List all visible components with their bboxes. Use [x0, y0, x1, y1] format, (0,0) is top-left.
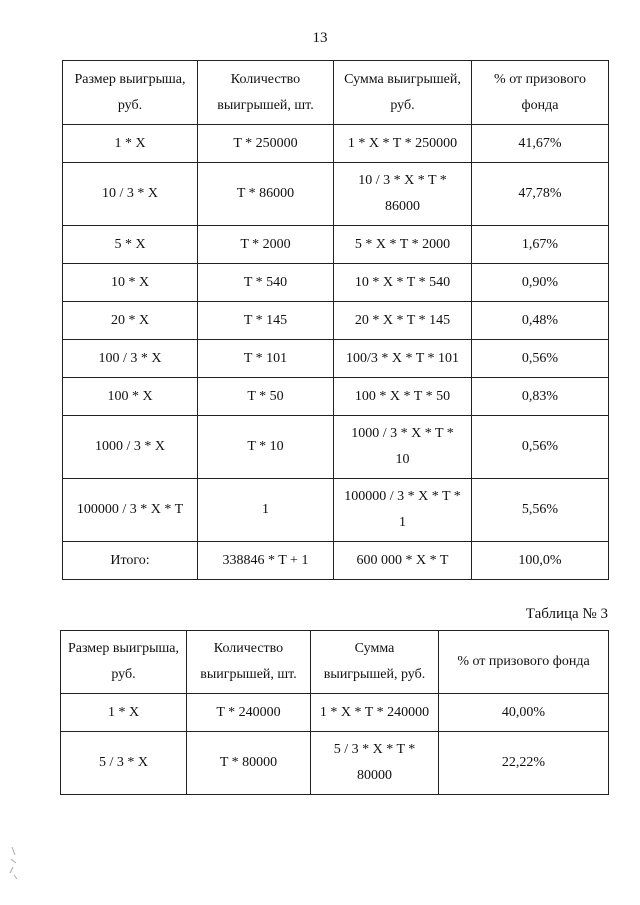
- table-row: [63, 378, 609, 416]
- cell-percent: 5,56%: [472, 479, 609, 542]
- header-prize-count: Количество выигрышей, шт.: [198, 61, 334, 125]
- cell-sum: 1 * X * T * 240000: [311, 694, 439, 732]
- table-3-caption: Таблица № 3: [525, 606, 608, 622]
- cell-size: 1000 / 3 * X: [63, 416, 198, 479]
- cell-sum: 100 * X * T * 50: [334, 378, 472, 416]
- cell-count: 1: [198, 479, 334, 542]
- header-prize-sum: Сумма выигрышей, руб.: [311, 631, 439, 694]
- cell-size: 5 * X: [63, 226, 198, 264]
- cell-count: T * 50: [198, 378, 334, 416]
- table-row: [63, 163, 609, 226]
- cell-count: T * 145: [198, 302, 334, 340]
- cell-percent: 0,56%: [472, 416, 609, 479]
- table-row: [61, 732, 609, 795]
- table-header-row: [63, 61, 609, 125]
- table-row: [63, 302, 609, 340]
- total-row: [63, 542, 609, 580]
- table-row: [63, 340, 609, 378]
- total-count: 338846 * T + 1: [198, 542, 334, 580]
- cell-count: T * 10: [198, 416, 334, 479]
- cell-count: T * 250000: [198, 125, 334, 163]
- cell-count: T * 86000: [198, 163, 334, 226]
- prize-table-3: [60, 630, 609, 795]
- cell-count: T * 2000: [198, 226, 334, 264]
- header-prize-percent: % от призового фонда: [472, 61, 609, 125]
- total-label: Итого:: [63, 542, 198, 580]
- scan-margin-mark: [8, 845, 22, 885]
- table-row: [63, 479, 609, 542]
- cell-size: 10 * X: [63, 264, 198, 302]
- cell-percent: 40,00%: [439, 694, 609, 732]
- prize-table-2: [62, 60, 609, 580]
- cell-percent: 0,90%: [472, 264, 609, 302]
- table-header-row: [61, 631, 609, 694]
- table-row: [63, 226, 609, 264]
- cell-percent: 0,48%: [472, 302, 609, 340]
- header-prize-size: Размер выигрыша, руб.: [61, 631, 187, 694]
- cell-sum: 100000 / 3 * X * T * 1: [334, 479, 472, 542]
- table-row: [61, 694, 609, 732]
- cell-sum: 1 * X * T * 250000: [334, 125, 472, 163]
- header-prize-sum: Сумма выигрышей, руб.: [334, 61, 472, 125]
- cell-sum: 20 * X * T * 145: [334, 302, 472, 340]
- cell-count: T * 240000: [187, 694, 311, 732]
- cell-percent: 22,22%: [439, 732, 609, 795]
- table-row: [63, 264, 609, 302]
- cell-sum: 5 / 3 * X * T * 80000: [311, 732, 439, 795]
- table-row: [63, 125, 609, 163]
- cell-count: T * 540: [198, 264, 334, 302]
- header-prize-percent: % от призового фонда: [439, 631, 609, 694]
- header-prize-size: Размер выигрыша, руб.: [63, 61, 198, 125]
- cell-size: 100000 / 3 * X * T: [63, 479, 198, 542]
- cell-size: 5 / 3 * X: [61, 732, 187, 795]
- cell-size: 20 * X: [63, 302, 198, 340]
- table-row: [63, 416, 609, 479]
- cell-percent: 0,56%: [472, 340, 609, 378]
- cell-sum: 10 / 3 * X * T * 86000: [334, 163, 472, 226]
- cell-percent: 47,78%: [472, 163, 609, 226]
- cell-size: 100 * X: [63, 378, 198, 416]
- cell-percent: 0,83%: [472, 378, 609, 416]
- cell-count: T * 101: [198, 340, 334, 378]
- cell-sum: 1000 / 3 * X * T * 10: [334, 416, 472, 479]
- cell-size: 10 / 3 * X: [63, 163, 198, 226]
- page-number: 13: [312, 30, 328, 46]
- header-prize-count: Количество выигрышей, шт.: [187, 631, 311, 694]
- cell-size: 100 / 3 * X: [63, 340, 198, 378]
- cell-sum: 10 * X * T * 540: [334, 264, 472, 302]
- cell-sum: 100/3 * X * T * 101: [334, 340, 472, 378]
- total-sum: 600 000 * X * T: [334, 542, 472, 580]
- total-percent: 100,0%: [472, 542, 609, 580]
- cell-sum: 5 * X * T * 2000: [334, 226, 472, 264]
- cell-percent: 41,67%: [472, 125, 609, 163]
- cell-percent: 1,67%: [472, 226, 609, 264]
- cell-count: T * 80000: [187, 732, 311, 795]
- cell-size: 1 * X: [63, 125, 198, 163]
- cell-size: 1 * X: [61, 694, 187, 732]
